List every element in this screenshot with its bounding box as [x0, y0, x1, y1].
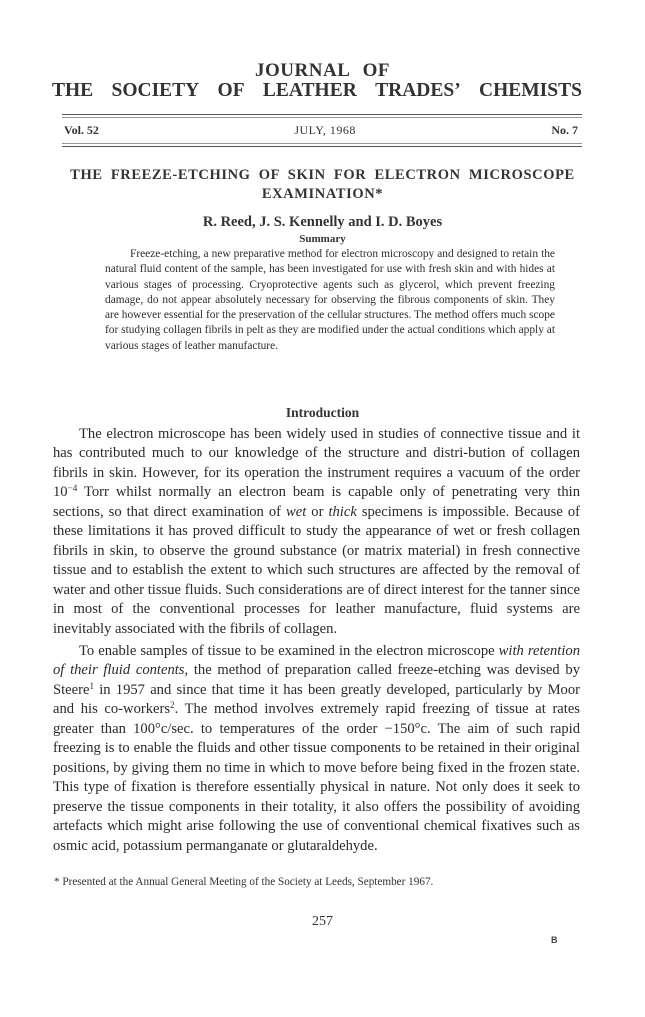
emphasis: wet: [286, 503, 307, 520]
text-run: The electron microscope has been widely used in studies of connective tissue and it has contributed much to our knowledge of the structure and distri-bution of collagen fibrils in skin. However, for its operation the instrument requires a vacuum of the order 10: [53, 426, 580, 501]
text-run: , the method of preparation called freeze-etching was devised by Steere: [53, 662, 580, 698]
introduction-heading: Introduction: [285, 405, 360, 420]
text-run: or: [306, 503, 329, 520]
reference-marker: 2: [170, 700, 175, 711]
page-number: 257: [312, 914, 333, 929]
masthead-word: CHEMISTS: [479, 80, 582, 101]
text-run: in 1957 and since that time it has been greatly developed, particularly by Moor and his co-workers: [53, 681, 580, 718]
volume-label: Vol. 52: [64, 123, 99, 137]
text-run: To enable samples of tissue to be examined in the electron microscope: [79, 643, 499, 659]
masthead-word: OF: [217, 80, 245, 101]
header-rule-top: [62, 114, 582, 115]
masthead-word: THE: [52, 80, 94, 101]
header-rule-top-inner: [62, 117, 582, 118]
footnote: * Presented at the Annual General Meeting of the Society at Leeds, September 1967.: [54, 876, 434, 888]
text-run: . The method involves extremely rapid freezing of tissue at rates greater than 100°c/sec. to temperatures of the order −150°c. The aim of such rapid freezing is to enable the fluids and other tissue components to be retained in their original positions, by giving them no time in which to move before being fixed in the frozen state. This type of fixation is therefore essentially physical in nature. Not only does it seek to preserve the tissue components in their totality, it also offers the possibility of avoiding artefacts which might arise following the use of conventional chemical fixatives such as osmic acid, potassium permanganate or glutaraldehyde.: [53, 701, 580, 854]
summary-text: Freeze-etching, a new preparative method for electron microscopy and designed to retain the natural fluid content of the sample, has been investigated for use with fresh skin and with hides at various stages of processing. Cryoprotective agents such as glycerol, which prevent freezing damage, do not appear absolutely necessary for observing the fibrous components of skin. They are however essential for the preservation of the cellular structures. The method offers much scope for studying collagen fibrils in pelt as they are modified under the actual conditions which apply at various stages of leather manufacture.: [105, 248, 555, 352]
journal-title-line2: [52, 80, 582, 102]
body-paragraph-2: [53, 642, 580, 856]
journal-title-line1: JOURNAL OF: [255, 60, 390, 81]
issue-date: JULY, 1968: [294, 123, 356, 137]
summary-heading: Summary: [299, 233, 346, 245]
reference-marker: 1: [89, 680, 94, 691]
text-run: specimens is impossible. Because of these limitations it has proved difficult to study the appearance of wet or fresh collagen fibrils in skin, to observe the ground substance (or matrix material) in fresh connective tissue and to establish the extent to which such structures are affected by the removal of water and other tissue fluids. Such considerations are of direct interest for the tanner since in most of the conventional processes for leather manufacture, fluid systems are inevitably associated with the fibrils of collagen.: [53, 503, 580, 637]
signature-mark: B: [551, 935, 558, 945]
article-title: THE FREEZE-ETCHING OF SKIN FOR ELECTRON MICROSCOPE EXAMINATION*: [70, 167, 575, 202]
masthead-word: LEATHER: [262, 80, 357, 101]
exponent: −4: [67, 483, 78, 494]
masthead-word: TRADES’: [375, 80, 461, 101]
header-rule-bottom: [62, 146, 582, 147]
header-rule-bottom-inner: [62, 143, 582, 144]
article-authors: R. Reed, J. S. Kennelly and I. D. Boyes: [202, 214, 443, 230]
body-paragraph-1: [53, 425, 580, 639]
emphasis: thick: [328, 503, 357, 520]
emphasis: with retention of their fluid contents: [53, 643, 580, 679]
masthead-word: SOCIETY: [111, 80, 200, 101]
issue-info-row: [64, 123, 578, 138]
text-run: Torr whilst normally an electron beam is capable only of penetrating very thin sections, so that direct examination of: [53, 484, 580, 520]
issue-number: No. 7: [551, 123, 578, 137]
